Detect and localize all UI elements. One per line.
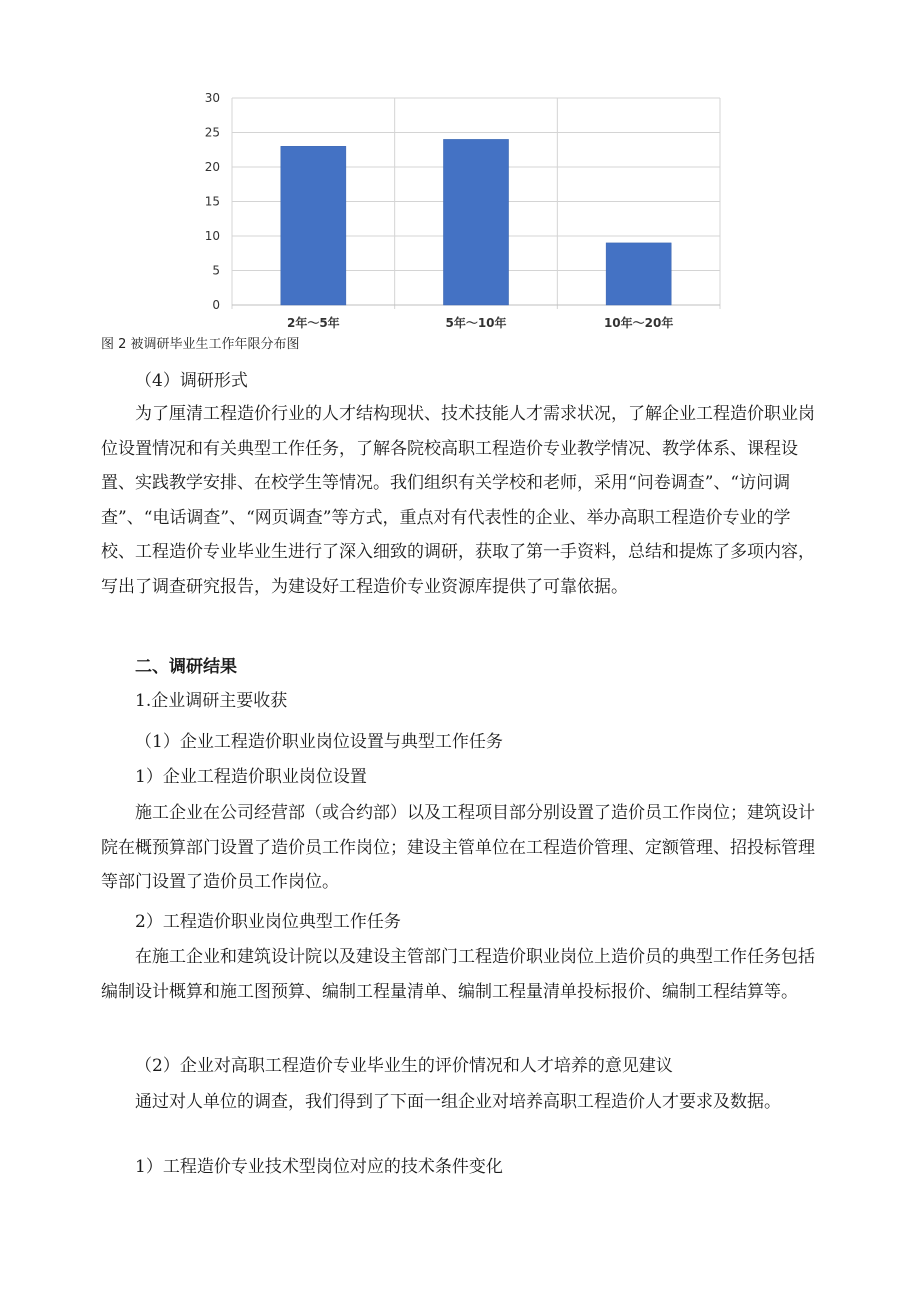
chart-bars — [281, 139, 671, 305]
y-tick-label: 0 — [212, 298, 220, 312]
paragraph-requirements: 通过对人单位的调查，我们得到了下面一组企业对培养高职工程造价人才要求及数据。 — [135, 1092, 781, 1112]
bar-3 — [606, 243, 671, 305]
y-tick-label: 5 — [212, 263, 220, 278]
heading-job-positions-tasks: （1）企业工程造价职业岗位设置与典型工作任务 — [135, 732, 503, 752]
survey-form-paragraph: 为了厘清工程造价行业的人才结构现状、技术技能人才需求状况，了解企业工程造价职业岗位设置情况和有关典型工作任务，了解各院校高职工程造价专业教学情况、教学体系、课程设置、实践教学安排、在校学生等情况。我们组织有关学校和老师，采用“问卷调查”、“访问调查”、“电话调查”、“网页调查”等方式，重点对有代表性的企业、举办高职工程造价专业的学校、工程造价专业毕业生进行了深入细致的调研，获取了第一手资料，总结和提炼了多项内容，写出了调查研究报告，为建设好工程造价专业资源库提供了可靠依据。 — [101, 404, 815, 597]
y-tick-label: 30 — [204, 91, 220, 105]
y-tick-label: 15 — [204, 194, 220, 209]
bar-1 — [281, 146, 346, 305]
x-tick-label: 2年～5年 — [286, 316, 340, 330]
bar-chart — [190, 88, 740, 343]
y-tick-label: 20 — [204, 160, 220, 174]
heading-job-positions: 1）企业工程造价职业岗位设置 — [135, 767, 367, 787]
paragraph-job-positions: 施工企业在公司经营部（或合约部）以及工程项目部分别设置了造价员工作岗位；建筑设计院在概预算部门设置了造价员工作岗位；建设主管单位在工程造价管理、定额管理、招投标管理等部门设置了造价员工作岗位。 — [101, 803, 815, 892]
heading-enterprise-survey: 1.企业调研主要收获 — [135, 691, 288, 711]
y-tick-label: 25 — [204, 125, 220, 140]
section-heading-results: 二、调研结果 — [135, 657, 237, 677]
x-tick-label: 5年～10年 — [445, 316, 507, 330]
heading-technical-conditions: 1）工程造价专业技术型岗位对应的技术条件变化 — [135, 1157, 503, 1177]
heading-evaluation-suggestions: （2）企业对高职工程造价专业毕业生的评价情况和人才培养的意见建议 — [135, 1056, 673, 1076]
x-tick-label: 10年～20年 — [603, 316, 674, 330]
chart-x-tick-labels — [287, 315, 673, 330]
figure-caption: 图 2 被调研毕业生工作年限分布图 — [101, 337, 300, 352]
heading-typical-tasks: 2）工程造价职业岗位典型工作任务 — [135, 912, 401, 932]
survey-form-heading: （4）调研形式 — [135, 371, 248, 391]
chart-y-tick-labels — [205, 91, 220, 312]
y-tick-label: 10 — [204, 229, 220, 243]
bar-2 — [443, 139, 508, 305]
paragraph-typical-tasks: 在施工企业和建筑设计院以及建设主管部门工程造价职业岗位上造价员的典型工作任务包括编制设计概算和施工图预算、编制工程量清单、编制工程量清单投标报价、编制工程结算等。 — [101, 947, 815, 1002]
